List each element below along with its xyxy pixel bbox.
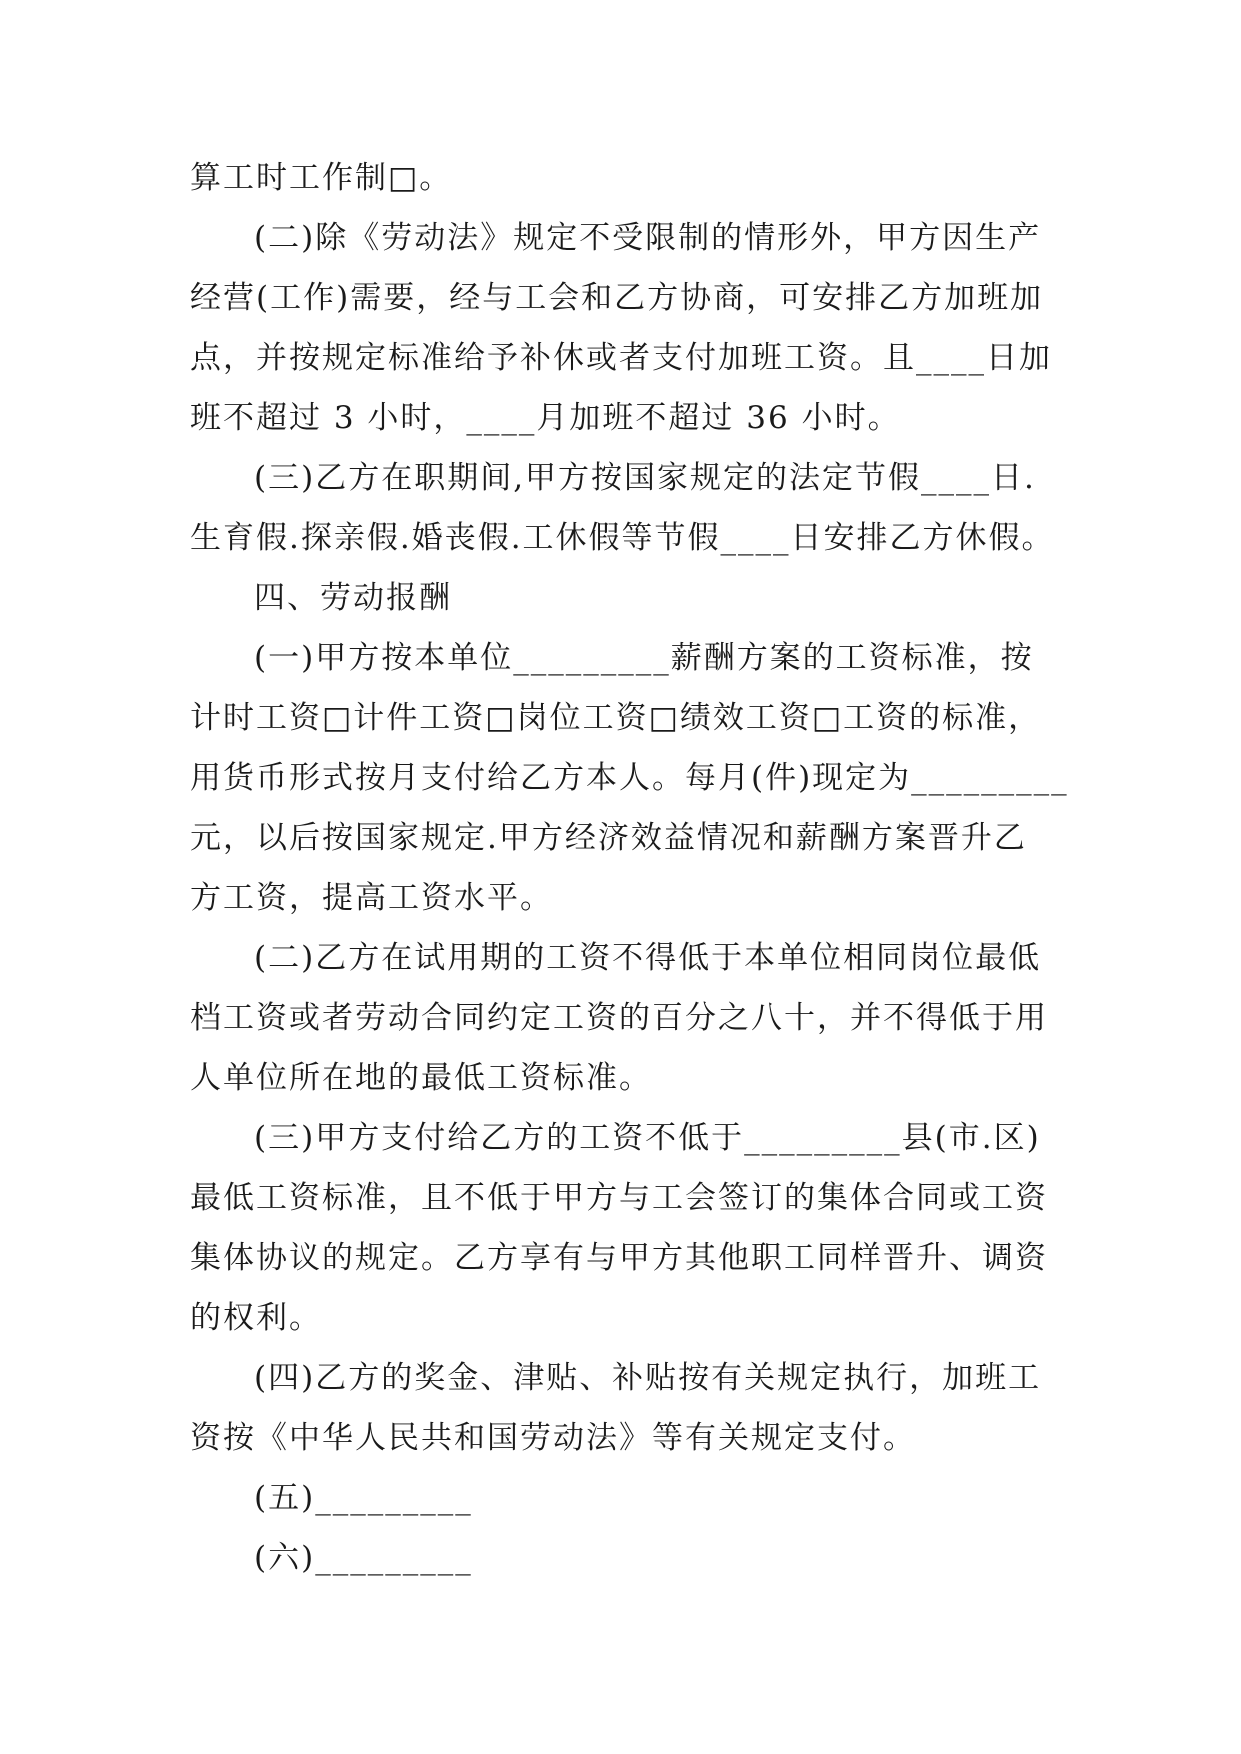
paragraph-line: 集体协议的规定。乙方享有与甲方其他职工同样晋升、调资: [190, 1240, 1048, 1276]
paragraph-line: 人单位所在地的最低工资标准。: [190, 1060, 652, 1096]
section-heading: 四、劳动报酬: [254, 580, 452, 616]
clause-4-4-line: (四)乙方的奖金、津贴、补贴按有关规定执行，加班工: [254, 1360, 1042, 1396]
paragraph-line: 生育假.探亲假.婚丧假.工休假等节假____日安排乙方休假。: [190, 520, 1055, 556]
clause-4-5-line: (五)_________: [254, 1480, 473, 1516]
paragraph-line: 用货币形式按月支付给乙方本人。每月(件)现定为_________: [190, 760, 1069, 796]
paragraph-line: 经营(工作)需要，经与工会和乙方协商，可安排乙方加班加: [190, 280, 1044, 316]
paragraph-line: 元，以后按国家规定.甲方经济效益情况和薪酬方案晋升乙: [190, 820, 1027, 856]
paragraph-line: 算工时工作制□。: [190, 160, 453, 196]
paragraph-line: 的权利。: [190, 1300, 322, 1336]
paragraph-line: 计时工资□计件工资□岗位工资□绩效工资□工资的标准，: [190, 700, 1042, 736]
clause-4-6-line: (六)_________: [254, 1540, 473, 1576]
document-page: [190, 148, 1069, 1588]
clause-4-2-line: (二)乙方在试用期的工资不得低于本单位相同岗位最低: [254, 940, 1042, 976]
clause-3-2-line: (二)除《劳动法》规定不受限制的情形外，甲方因生产: [254, 220, 1042, 256]
paragraph-line: 最低工资标准，且不低于甲方与工会签订的集体合同或工资: [190, 1180, 1048, 1216]
clause-4-1-line: (一)甲方按本单位_________薪酬方案的工资标准，按: [254, 640, 1034, 676]
clause-4-3-line: (三)甲方支付给乙方的工资不低于_________县(市.区): [254, 1120, 1041, 1156]
paragraph-line: 点，并按规定标准给予补休或者支付加班工资。且____日加: [190, 340, 1052, 376]
paragraph-line: 班不超过 3 小时，____月加班不超过 36 小时。: [190, 400, 901, 436]
clause-3-3-line: (三)乙方在职期间,甲方按国家规定的法定节假____日.: [254, 460, 1036, 496]
paragraph-line: 方工资，提高工资水平。: [190, 880, 553, 916]
paragraph-line: 资按《中华人民共和国劳动法》等有关规定支付。: [190, 1420, 916, 1456]
paragraph-line: 档工资或者劳动合同约定工资的百分之八十，并不得低于用: [190, 1000, 1048, 1036]
